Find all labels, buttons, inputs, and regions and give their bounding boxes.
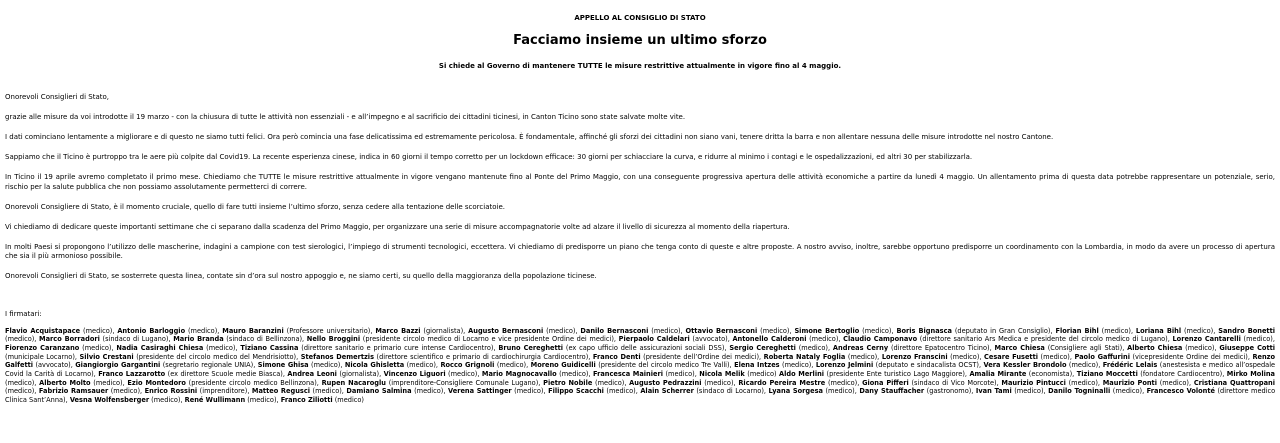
signer-entry — [145, 387, 252, 395]
appeal-document — [5, 0, 1275, 405]
signer-role: (medico), — [411, 387, 448, 396]
signer-entry — [173, 335, 307, 343]
signer-entry — [984, 361, 1103, 369]
signer-entry — [1001, 379, 1102, 387]
signer-entry — [1074, 353, 1252, 361]
signer-name: Alain Scherrer — [640, 387, 694, 396]
signer-name: Enrico Rossini — [144, 387, 198, 396]
signer-entry — [833, 344, 995, 352]
signer-entry — [1048, 387, 1147, 395]
signer-role: (sindaco di Locarno), — [693, 387, 769, 396]
signer-role: (medico), — [859, 326, 897, 335]
signer-role: (Consigliere agli Stati), — [1044, 343, 1128, 352]
signer-role: (ex direttore Scuole medie Biasca), — [165, 370, 288, 379]
signer-name: Lyana Sorgesa — [768, 387, 823, 396]
signer-name: Fabrizio Ramsauer — [38, 387, 109, 396]
signer-name: Franco Lazzarotto — [98, 370, 166, 379]
signer-role: (medico), — [511, 387, 549, 396]
signer-entry — [969, 370, 1076, 378]
signer-entry — [1172, 335, 1275, 343]
signer-name: Giuseppe Cotti — [1219, 343, 1276, 352]
signer-name: Ricardo Pereira Mestre — [738, 378, 826, 387]
body-paragraph: In molti Paesi si propongono l’utilizzo delle mascherine, indagini a campione con test sierologici, l’impiego di strumenti tecnologici, eccettera. Vi chiediamo di predisporre un piano che tenga conto di queste e altre proposte. A nostro avviso, inoltre, sarebbe opportuno predisporre un coordinamento con la Lombardia, in modo da avere un processo di apertura che sia il più armonioso possibile. — [5, 242, 1275, 260]
signer-entry — [375, 327, 468, 335]
signer-name: Nicola Ghisletta — [344, 361, 405, 370]
signer-name: Mario Branda — [173, 335, 224, 344]
signer-name: Pietro Nobile — [543, 378, 593, 387]
signer-role: (medico), — [203, 343, 241, 352]
signer-role: (presidente circolo medico di Locarno e vice presidente Ordine dei medici), — [360, 335, 619, 344]
signer-entry — [543, 379, 629, 387]
letter-body — [5, 93, 1275, 282]
signer-entry — [593, 370, 699, 378]
signer-name: Tiziano Cassina — [240, 343, 299, 352]
signer-name: Vincenzo Liguori — [383, 370, 446, 379]
signer-role: (medico), — [701, 378, 739, 387]
signer-entry — [686, 327, 795, 335]
signer-name: Ivan Tami — [975, 387, 1012, 396]
signer-entry — [75, 361, 257, 369]
signer-name: Dany Stauffacher — [859, 387, 925, 396]
signer-role: (medico), — [543, 326, 581, 335]
signer-role: (medico), — [556, 370, 593, 379]
signer-name: Filippo Scacchi — [548, 387, 604, 396]
signer-name: Nadia Casiraghi Chiesa — [116, 343, 204, 352]
signer-role: (direttore sanitario Ars Medica e presidente del circolo medico di Lugano), — [917, 335, 1173, 344]
signer-name: Tiziano Moccetti — [1076, 370, 1138, 379]
signer-entry — [482, 370, 593, 378]
signer-entry — [117, 327, 222, 335]
signer-name: Franco Denti — [592, 352, 641, 361]
signer-role: (medico), — [1156, 378, 1194, 387]
signer-name: Antonio Barloggio — [117, 326, 186, 335]
signer-role: (direttore Epatocentro Ticino), — [888, 343, 995, 352]
signer-name: Amalia Mirante — [969, 370, 1027, 379]
signer-entry — [531, 361, 734, 369]
signer-role: (medico), — [494, 361, 531, 370]
signer-role: (medico), — [648, 326, 686, 335]
signer-role: (medico), — [603, 387, 641, 396]
signer-entry — [468, 327, 580, 335]
signer-role: (vicepresidente Ordine dei medici), — [1129, 352, 1253, 361]
signer-name: Mauro Baranzini — [222, 326, 284, 335]
signer-entry — [39, 335, 173, 343]
signer-role: (anestesista e medico all’ospedale Covid la Carità di Locarno), — [5, 361, 1276, 379]
signer-name: Rupen Nacaroglu — [321, 378, 386, 387]
signer-role: (imprenditore-Consigliere Comunale Lugano), — [385, 378, 544, 387]
signer-role: (medico), — [825, 378, 863, 387]
signer-role: (medico), — [1065, 378, 1103, 387]
signer-name: Cesare Fusetti — [984, 352, 1038, 361]
signer-role: (avvocato), — [689, 335, 733, 344]
signer-role: (medico), — [310, 387, 347, 396]
signer-role: (presidente del circolo medico Tre Valli), — [595, 361, 735, 370]
signer-name: Verena Sattinger — [447, 387, 512, 396]
body-paragraph: Vi chiediamo di dedicare queste importanti settimane che ci separano dalla scadenza del Primo Maggio, per organizzare una serie di misure accompagnatorie volte ad alzare il livello di sicurezza al momento della riapertura. — [5, 222, 790, 231]
body-paragraph: grazie alle misure da voi introdotte il 19 marzo - con la chiusura di tutte le attività non essenziali - e all’impegno e al sacrificio dei cittadini ticinesi, in Canton Ticino sono state salvate molte vite. — [5, 113, 686, 121]
signer-name: Mirko Molina — [1226, 370, 1275, 379]
signer-entry — [699, 370, 779, 378]
signer-name: Sandro Bonetti — [1218, 326, 1275, 335]
signer-role: (medico), — [185, 326, 223, 335]
signer-role: (medico) — [332, 396, 365, 405]
signer-name: Simone Bertoglio — [794, 326, 860, 335]
signers-list — [5, 327, 1275, 405]
signer-entry — [580, 327, 685, 335]
body-paragraph: I dati cominciano lentamente a migliorare e di questo ne siamo tutti felici. Ora però comincia una fase delicatissima ed estremamente pericolosa. È fondamentale, affinché gli sforzi dei cittadini non siano vani, tenere dritta la barra e non allentare nessuna delle misure introdotte nel nostro Cantone. — [5, 133, 1054, 141]
signer-role: (medico), — [445, 370, 482, 379]
signer-entry — [794, 327, 896, 335]
signer-role: (sindaco di Lugano), — [99, 335, 174, 344]
signer-entry — [287, 370, 383, 378]
signer-role: (sindaco di Vico Morcote), — [908, 378, 1002, 387]
signer-role: (medico), — [1110, 387, 1147, 396]
signer-role: (Professore universitario), — [283, 326, 376, 335]
signer-entry — [732, 335, 843, 343]
signer-role: (direttore medico Clinica Sant’Anna), — [5, 387, 1276, 405]
signer-entry — [80, 353, 301, 361]
signer-entry — [1127, 344, 1219, 352]
signer-name: Danilo Togninalli — [1048, 387, 1111, 396]
signer-name: Augusto Bernasconi — [468, 326, 544, 335]
signer-role: (medico), — [80, 326, 118, 335]
signer-role: (municipale Locarno), — [5, 352, 80, 361]
signer-name: Silvio Crestani — [79, 352, 134, 361]
signer-name: Marco Bazzi — [375, 326, 421, 335]
signer-entry — [734, 361, 816, 369]
signer-role: (medico), — [822, 387, 860, 396]
signer-name: Simone Ghisa — [257, 361, 309, 370]
signer-name: Boris Bignasca — [896, 326, 952, 335]
signer-entry — [39, 387, 145, 395]
signer-entry — [440, 361, 530, 369]
signer-name: Mario Magnocavallo — [481, 370, 557, 379]
signer-name: Cristiana Quattropani — [1193, 378, 1275, 387]
signer-role: (presidente del circolo medico del Mendrisiotto), — [133, 352, 301, 361]
signer-name: Ezio Montedoro — [127, 378, 186, 387]
signer-role: (medico), — [1038, 352, 1075, 361]
page-title: Facciamo insieme un ultimo sforzo — [513, 33, 767, 48]
signer-role: (presidente circolo medico Bellinzona), — [185, 378, 322, 387]
signer-entry — [976, 387, 1048, 395]
signer-entry — [862, 379, 1001, 387]
signer-role: (medico), — [795, 343, 833, 352]
signer-role: (imprenditore), — [197, 387, 252, 396]
signer-role: (medico), — [5, 378, 40, 387]
signer-role: (medico), — [779, 361, 816, 370]
signer-entry — [1136, 327, 1218, 335]
signer-name: Marco Borradori — [39, 335, 100, 344]
signer-name: Flavio Acquistapace — [5, 326, 81, 335]
signer-name: Pierpaolo Caldelari — [618, 335, 690, 344]
signer-name: Augusto Pedrazzini — [629, 378, 702, 387]
signer-name: Damiano Salmina — [346, 387, 412, 396]
signer-name: Roberta Nataly Foglia — [763, 352, 846, 361]
signer-role: (presidente dell’Ordine dei medici), — [640, 352, 764, 361]
signer-entry — [281, 396, 364, 404]
signer-entry — [619, 335, 733, 343]
body-paragraph: Onorevoli Consiglieri di Stato, se sosterrete questa linea, contate sin d’ora sul nostro appoggio e, ne siamo certi, su quello della maggioranza della popolazione ticinese. — [5, 272, 597, 280]
signer-entry — [240, 344, 498, 352]
signer-role: (direttore sanitario e primario cure intense Cardiocentro), — [298, 343, 499, 352]
signer-entry — [764, 353, 882, 361]
signer-entry — [843, 335, 1172, 343]
signer-role: (medico), — [845, 352, 882, 361]
signer-role: (sindaco di Bellinzona), — [223, 335, 307, 344]
signer-entry — [98, 370, 287, 378]
signer-entry — [252, 387, 346, 395]
signer-entry — [5, 344, 116, 352]
signer-name: Marco Chiesa — [994, 343, 1045, 352]
signer-entry — [995, 344, 1128, 352]
signer-role: (direttore scientifico e primario di cardiochirurgia Cardiocentro), — [374, 352, 593, 361]
signer-name: Ottavio Bernasconi — [685, 326, 758, 335]
signer-name: Paolo Gaffurini — [1074, 352, 1130, 361]
signer-name: Francesco Volonté — [1146, 387, 1215, 396]
signer-entry — [222, 327, 375, 335]
signer-role: (medico), — [79, 343, 117, 352]
signer-entry — [984, 353, 1074, 361]
signer-role: (medico), — [757, 326, 795, 335]
signer-entry — [448, 387, 548, 395]
signer-name: Florian Bihl — [1055, 326, 1099, 335]
signer-role: (medico), — [1098, 326, 1136, 335]
body-paragraph: Sappiamo che il Ticino è purtroppo tra le aere più colpite dal Covid19. La recente esperienza cinese, indica in 60 giorni il tempo corretto per un lockdown efficace: 30 giorni per schiacciare la curva, e ridurre al minimo i contagi e le ospedalizzazioni, ed altri 30 per stabilizzarla. — [5, 153, 973, 161]
signer-entry — [548, 387, 640, 395]
signer-role: (medico), — [1182, 343, 1220, 352]
signer-role: (medico), — [947, 352, 985, 361]
signer-name: Rocco Grignoli — [440, 361, 495, 370]
signer-name: Alberto Chiesa — [1127, 343, 1183, 352]
signer-entry — [779, 370, 969, 378]
signer-entry — [640, 387, 768, 395]
signer-entry — [738, 379, 862, 387]
signer-name: Maurizio Ponti — [1102, 378, 1157, 387]
signer-entry — [859, 387, 976, 395]
signer-entry — [258, 361, 345, 369]
signer-name: Giangiorgio Gargantini — [75, 361, 161, 370]
signer-name: Nicola Melik — [699, 370, 745, 379]
signer-name: Giona Pifferi — [862, 378, 909, 387]
signer-entry — [498, 344, 729, 352]
signer-entry — [5, 327, 117, 335]
signer-entry — [322, 379, 544, 387]
signer-role: (medico) — [744, 370, 780, 379]
signer-role: (presidente Ente turistico Lago Maggiore), — [824, 370, 970, 379]
signer-entry — [593, 353, 764, 361]
signer-role: (deputato e sindacalista OCST), — [873, 361, 984, 370]
page-subtitle: Si chiede al Governo di mantenere TUTTE le misure restrittive attualmente in vigore fino al 4 maggio. — [438, 62, 842, 70]
signer-name: Fiorenzo Caranzano — [5, 343, 80, 352]
signer-name: Andrea Leoni — [287, 370, 337, 379]
signer-name: Matteo Regusci — [251, 387, 310, 396]
signer-entry — [307, 335, 619, 343]
signer-role: (medico), — [404, 361, 441, 370]
signer-name: Lorenzo Franscini — [881, 352, 948, 361]
signer-role: (medico), — [90, 378, 128, 387]
signer-name: Andreas Cerny — [832, 343, 889, 352]
signer-name: Vesna Wolfensberger — [69, 396, 150, 405]
signer-role: (medico), — [308, 361, 345, 370]
body-paragraph: Onorevoli Consigliere di Stato, è il momento cruciale, quello di fare tutti insieme l’ultimo sforzo, senza cedere alla tentazione delle scorciatoie. — [5, 202, 505, 211]
signer-entry — [301, 353, 593, 361]
signer-entry — [816, 361, 984, 369]
signer-name: Sergio Cereghetti — [729, 343, 796, 352]
signer-role: (medico), — [108, 387, 145, 396]
signer-entry — [70, 396, 185, 404]
signer-role: (medico), — [806, 335, 844, 344]
kicker-heading: APPELLO AL CONSIGLIO DI STATO — [574, 14, 706, 22]
signer-name: Loriana Bihl — [1135, 326, 1182, 335]
signer-role: (medico), — [245, 396, 281, 405]
signer-name: Vera Kessler Brondolo — [983, 361, 1067, 370]
signer-entry — [896, 327, 1055, 335]
signer-role: (medico), — [5, 335, 40, 344]
signer-role: (medico), — [5, 387, 39, 396]
signer-role: (giornalista), — [420, 326, 469, 335]
signer-name: Franco Ziliotti — [280, 396, 333, 405]
signer-name: Lorenzo Jelmini — [815, 361, 874, 370]
signer-entry — [729, 344, 833, 352]
signer-name: Bruno Cereghetti — [498, 343, 564, 352]
signer-role: (economista), — [1026, 370, 1077, 379]
signer-name: René Wullimann — [184, 396, 246, 405]
signer-name: Elena Intzes — [734, 361, 780, 370]
signer-name: Stefanos Demertzis — [300, 352, 374, 361]
signer-name: Antonello Calderoni — [732, 335, 807, 344]
signer-entry — [185, 396, 281, 404]
signer-role: (medico), — [1181, 326, 1219, 335]
signer-entry — [116, 344, 240, 352]
signer-role: (medico), — [1240, 335, 1275, 344]
signer-role: (medico), — [1011, 387, 1049, 396]
body-paragraph: In Ticino il 19 aprile avremo completato il primo mese. Chiediamo che TUTTE le misure restrittive attualmente in vigore vengano mantenute fino al Ponte del Primo Maggio, con una conseguente progressiva apertura delle attività economiche a partire da lunedì 4 maggio. Un allentamento prima di questa data potrebbe rappresentare un potenziale, serio, rischio per la salute pubblica che non possiamo assolutamente permetterci di correre. — [5, 173, 1275, 191]
signer-name: Nello Broggini — [306, 335, 361, 344]
signer-name: Danilo Bernasconi — [580, 326, 649, 335]
signer-role: (medico), — [1066, 361, 1103, 370]
signer-name: Alberto Molto — [39, 378, 91, 387]
body-paragraph: Onorevoli Consiglieri di Stato, — [5, 93, 110, 101]
signer-role: (ex capo ufficio delle assicurazioni sociali DSS), — [563, 343, 730, 352]
signers-label: I firmatari: — [5, 309, 42, 318]
signer-entry — [1103, 379, 1194, 387]
signer-entry — [882, 353, 984, 361]
signer-entry — [769, 387, 860, 395]
signer-role: (giornalista), — [336, 370, 384, 379]
signer-role: (medico), — [663, 370, 700, 379]
signer-role: (avvocato), — [33, 361, 76, 370]
signer-name: Francesca Mainieri — [593, 370, 663, 379]
signer-name: Maurizio Pintucci — [1001, 378, 1066, 387]
signer-role: (medico), — [592, 378, 630, 387]
signer-entry — [39, 379, 127, 387]
signer-role: (fondatore Cardiocentro), — [1137, 370, 1227, 379]
signer-role: (medico), — [149, 396, 185, 405]
signer-role: (deputato in Gran Consiglio), — [951, 326, 1056, 335]
signer-role: (segretario regionale UNIA), — [160, 361, 258, 370]
signer-name: Frédéric Lelais — [1102, 361, 1158, 370]
signer-name: Renzo Galfetti — [5, 352, 1276, 370]
signer-entry — [127, 379, 321, 387]
signer-entry — [629, 379, 738, 387]
signer-name: Moreno Guidicelli — [530, 361, 596, 370]
signer-entry — [1055, 327, 1135, 335]
signer-entry — [346, 387, 448, 395]
signer-name: Claudio Camponavo — [843, 335, 918, 344]
signer-entry — [1077, 370, 1227, 378]
signer-name: Aldo Merlini — [779, 370, 825, 379]
signer-entry — [384, 370, 482, 378]
signer-role: (gastronomo), — [924, 387, 976, 396]
signer-name: Lorenzo Cantarelli — [1172, 335, 1241, 344]
signer-entry — [345, 361, 441, 369]
